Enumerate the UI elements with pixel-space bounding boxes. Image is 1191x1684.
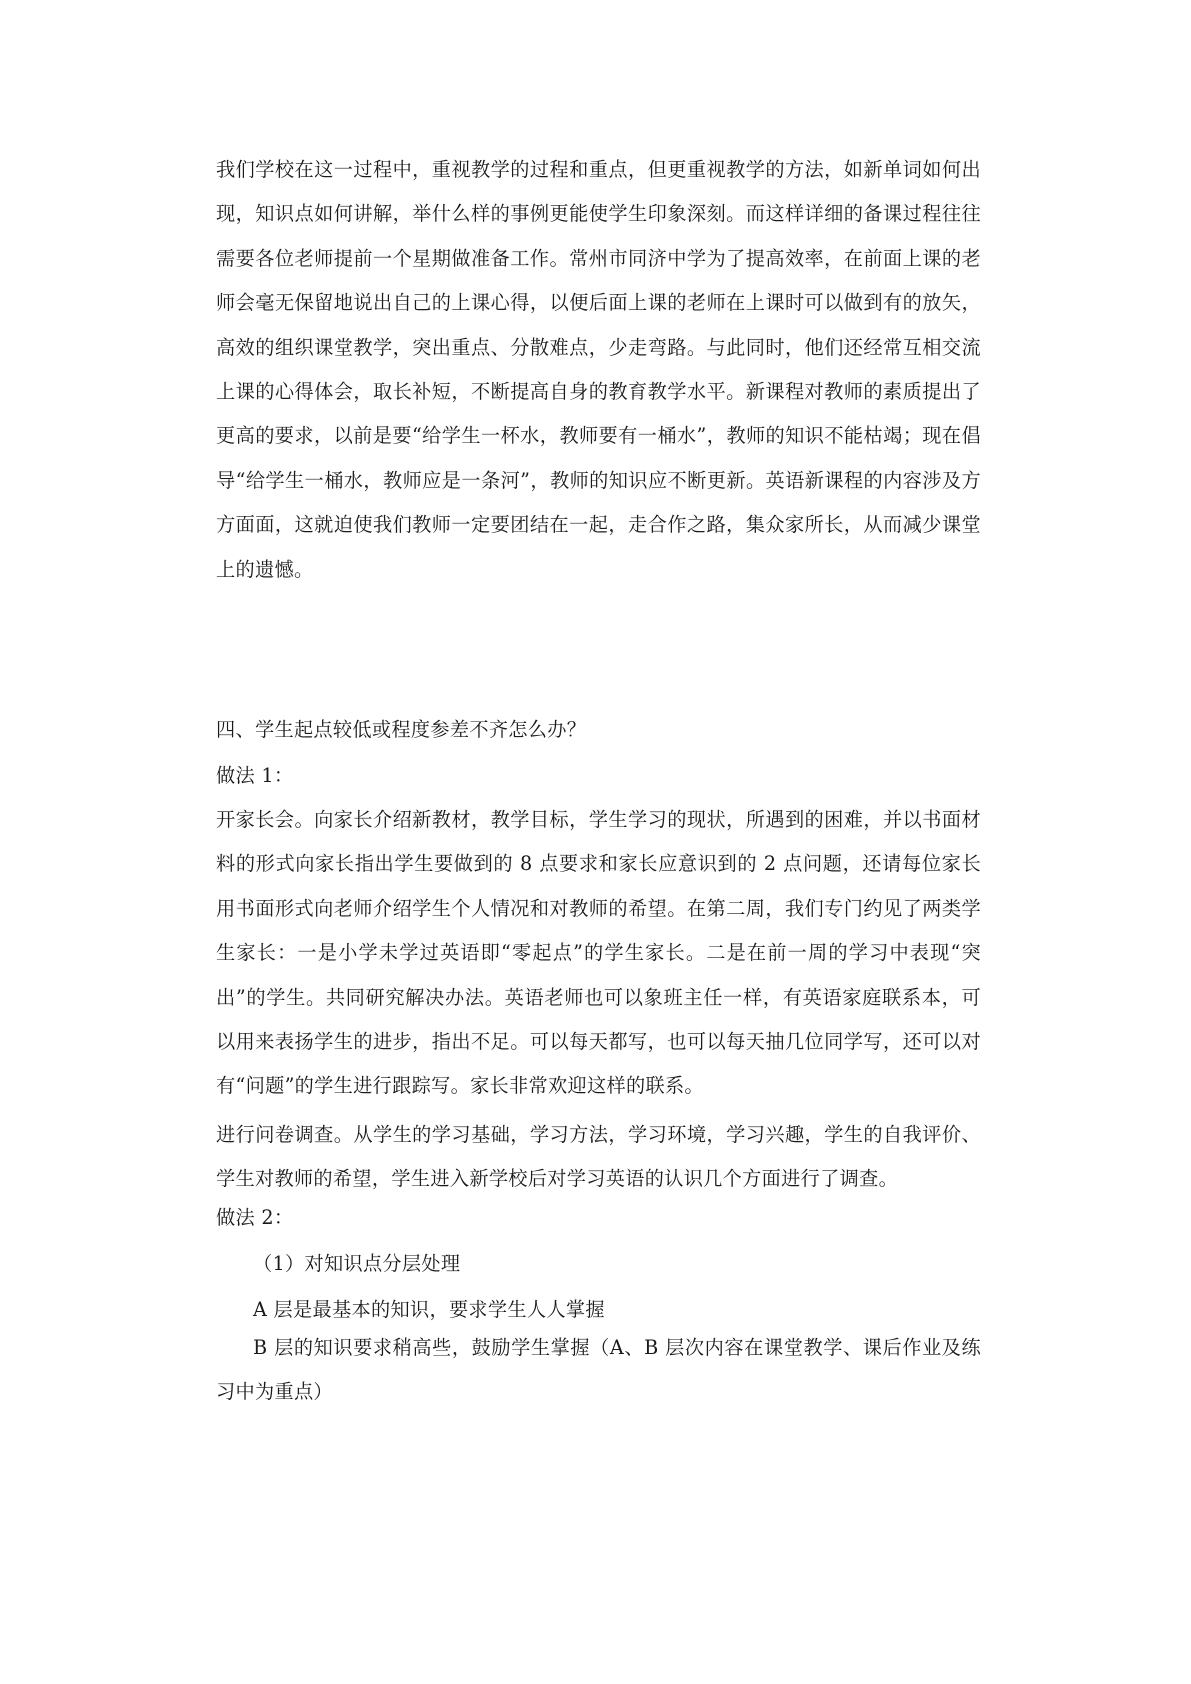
section-heading: 四、学生起点较低或程度参差不齐怎么办？	[216, 718, 587, 741]
method-1-label: 做法 1：	[216, 764, 294, 787]
paragraph-parent-meeting: 开家长会。向家长介绍新教材，教学目标，学生学习的现状，所遇到的困难，并以书面材料的形式向家长指出学生要做到的 8 点要求和家长应意识到的 2 点问题，还请每位家长用书面形式向老师介绍学生个人情况和对教师的希望。在第二周，我们专门约见了两类学生家长：一是小学未学过英语即“零起点”的学生家长。二是在前一周的学习中表现“突出”的学生。共同研究解决办法。英语老师也可以象班主任一样，有英语家庭联系本，可以用来表扬学生的进步，指出不足。可以每天都写，也可以每天抽几位同学写，还可以对有“问题”的学生进行跟踪写。家长非常欢迎这样的联系。	[216, 808, 981, 1098]
level-b-description: B 层的知识要求稍高些，鼓励学生掌握（A、B 层次内容在课堂教学、课后作业及练习中为重点）	[216, 1336, 981, 1404]
paragraph-questionnaire: 进行问卷调查。从学生的学习基础，学习方法，学习环境，学习兴趣，学生的自我评价、学生对教师的希望，学生进入新学校后对学习英语的认识几个方面进行了调查。	[216, 1123, 981, 1191]
item-1-layered-knowledge: （1）对知识点分层处理	[253, 1252, 461, 1275]
level-a-description: A 层是最基本的知识，要求学生人人掌握	[253, 1298, 605, 1321]
paragraph-teaching-methods: 我们学校在这一过程中，重视教学的过程和重点，但更重视教学的方法，如新单词如何出现，知识点如何讲解，举什么样的事例更能使学生印象深刻。而这样详细的备课过程往往需要各位老师提前一个星期做准备工作。常州市同济中学为了提高效率，在前面上课的老师会毫无保留地说出自己的上课心得，以便后面上课的老师在上课时可以做到有的放矢，高效的组织课堂教学，突出重点、分散难点，少走弯路。与此同时，他们还经常互相交流上课的心得体会，取长补短，不断提高自身的教育教学水平。新课程对教师的素质提出了更高的要求，以前是要“给学生一杯水，教师要有一桶水”，教师的知识不能枯竭；现在倡导“给学生一桶水，教师应是一条河”，教师的知识应不断更新。英语新课程的内容涉及方方面面，这就迫使我们教师一定要团结在一起，走合作之路，集众家所长，从而减少课堂上的遗憾。	[216, 158, 981, 581]
method-2-label: 做法 2：	[216, 1206, 294, 1229]
